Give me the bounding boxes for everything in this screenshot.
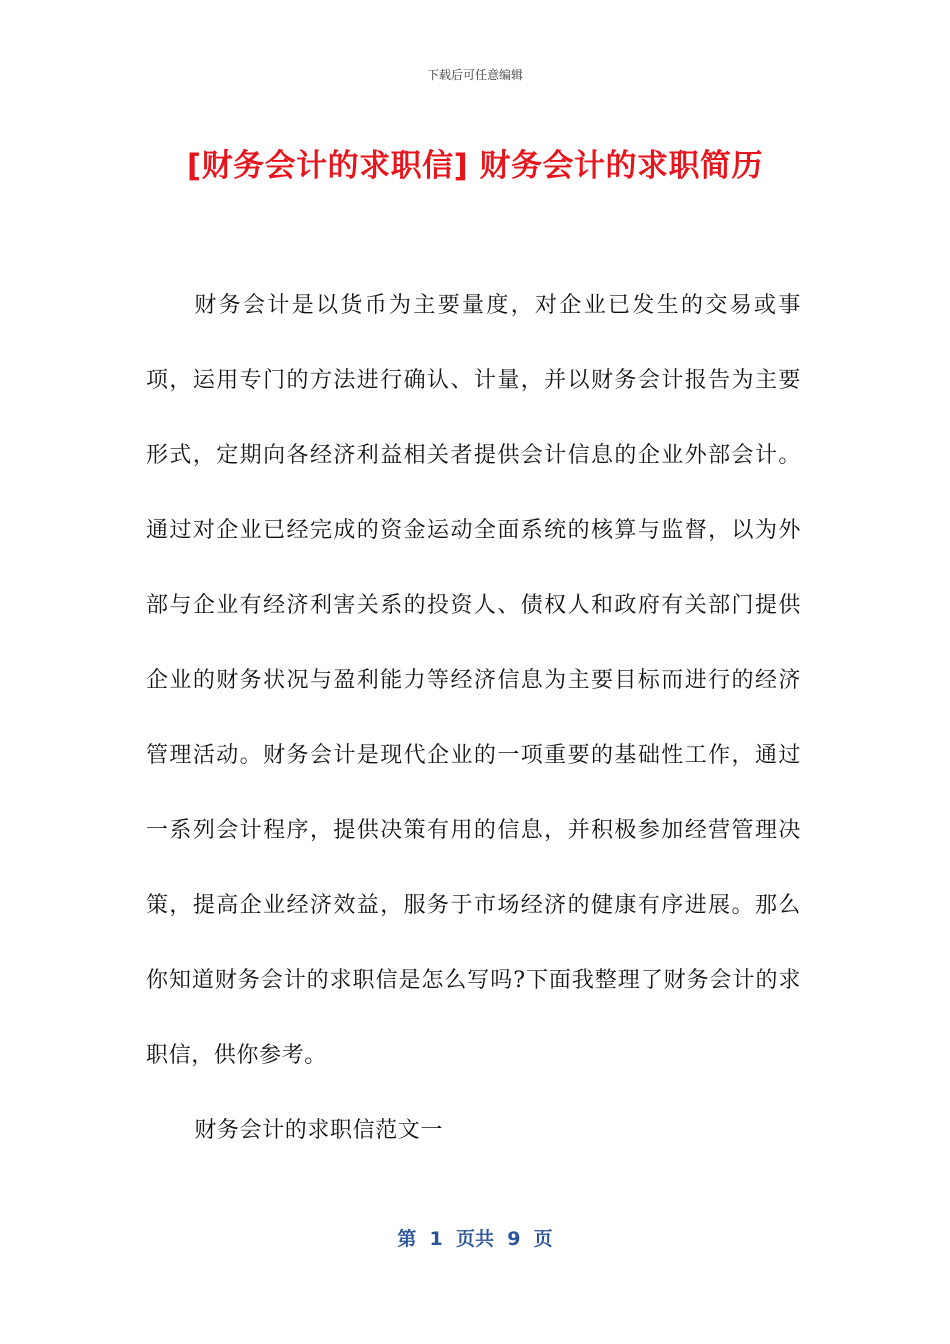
document-body <box>146 268 801 1168</box>
document-title: [财务会计的求职信] 财务会计的求职简历 <box>186 148 764 184</box>
header-note: 下载后可任意编辑 <box>426 68 523 82</box>
paragraph-section-heading: 财务会计的求职信范文一 <box>194 1118 443 1143</box>
paragraph-intro: 财务会计是以货币为主要量度，对企业已发生的交易或事项，运用专门的方法进行确认、计量，并以财务会计报告为主要形式，定期向各经济利益相关者提供会计信息的企业外部会计。通过对企业已经完成的资金运动全面系统的核算与监督，以为外部与企业有经济利害关系的投资人、债权人和政府有关部门提供企业的财务状况与盈利能力等经济信息为主要目标而进行的经济管理活动。财务会计是现代企业的一项重要的基础性工作，通过一系列会计程序，提供决策有用的信息，并积极参加经营管理决策，提高企业经济效益，服务于市场经济的健康有序进展。那么你知道财务会计的求职信是怎么写吗?下面我整理了财务会计的求职信，供你参考。 <box>146 293 801 1068</box>
page-number: 第 1 页共 9 页 <box>397 1228 553 1250</box>
